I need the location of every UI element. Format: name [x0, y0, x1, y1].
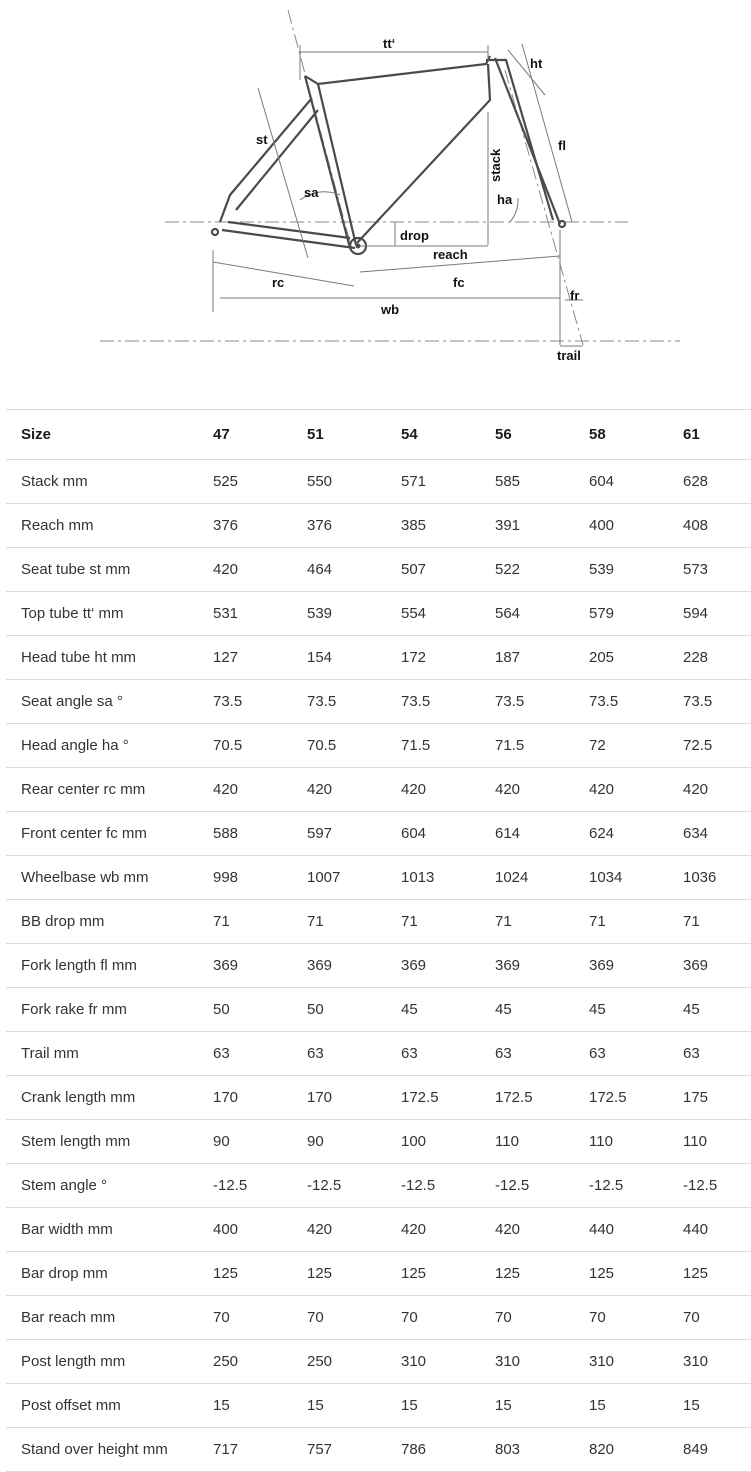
- table-cell: 522: [495, 548, 589, 592]
- table-cell: 71: [213, 900, 307, 944]
- table-row: [6, 1208, 751, 1252]
- label-fr: fr: [570, 288, 580, 303]
- table-cell: 125: [589, 1252, 683, 1296]
- table-cell: 73.5: [401, 680, 495, 724]
- table-cell: 125: [495, 1252, 589, 1296]
- table-cell: 385: [401, 504, 495, 548]
- geometry-table-body: [6, 460, 751, 1472]
- geometry-table: [6, 409, 751, 1472]
- table-cell: 15: [683, 1384, 751, 1428]
- header-size: Size: [6, 410, 213, 460]
- table-row: [6, 944, 751, 988]
- table-cell: 420: [401, 768, 495, 812]
- table-cell: 170: [213, 1076, 307, 1120]
- table-cell: 15: [307, 1384, 401, 1428]
- table-cell: 369: [495, 944, 589, 988]
- table-row: [6, 812, 751, 856]
- table-cell: 310: [683, 1340, 751, 1384]
- table-cell: 1024: [495, 856, 589, 900]
- table-cell: 624: [589, 812, 683, 856]
- label-ha: ha: [497, 192, 513, 207]
- header-size-col: 51: [307, 410, 401, 460]
- table-cell: 70: [683, 1296, 751, 1340]
- table-cell: 525: [213, 460, 307, 504]
- table-cell: 408: [683, 504, 751, 548]
- table-cell: 125: [683, 1252, 751, 1296]
- table-row: [6, 1252, 751, 1296]
- table-cell: -12.5: [683, 1164, 751, 1208]
- table-cell: 539: [589, 548, 683, 592]
- table-cell: 73.5: [213, 680, 307, 724]
- table-cell: 73.5: [683, 680, 751, 724]
- table-cell: 820: [589, 1428, 683, 1472]
- row-label: Fork length fl mm: [6, 944, 213, 988]
- table-cell: 73.5: [495, 680, 589, 724]
- table-cell: 573: [683, 548, 751, 592]
- table-cell: 110: [495, 1120, 589, 1164]
- row-label: Stand over height mm: [6, 1428, 213, 1472]
- table-row: [6, 548, 751, 592]
- table-cell: 531: [213, 592, 307, 636]
- table-cell: -12.5: [401, 1164, 495, 1208]
- table-cell: 628: [683, 460, 751, 504]
- table-cell: -12.5: [307, 1164, 401, 1208]
- table-cell: 376: [307, 504, 401, 548]
- table-cell: 71: [307, 900, 401, 944]
- table-cell: 172.5: [401, 1076, 495, 1120]
- table-cell: 170: [307, 1076, 401, 1120]
- table-row: [6, 1296, 751, 1340]
- table-cell: 550: [307, 460, 401, 504]
- table-cell: 70.5: [307, 724, 401, 768]
- table-cell: 579: [589, 592, 683, 636]
- table-cell: 45: [401, 988, 495, 1032]
- table-cell: 70: [213, 1296, 307, 1340]
- table-cell: 634: [683, 812, 751, 856]
- row-label: Head tube ht mm: [6, 636, 213, 680]
- header-size-col: 56: [495, 410, 589, 460]
- table-cell: 376: [213, 504, 307, 548]
- frame-geometry-diagram: [0, 0, 751, 400]
- table-row: [6, 1384, 751, 1428]
- table-cell: 369: [401, 944, 495, 988]
- table-cell: 110: [683, 1120, 751, 1164]
- header-size-col: 61: [683, 410, 751, 460]
- table-cell: 420: [401, 1208, 495, 1252]
- table-header-row: [6, 410, 751, 460]
- table-cell: 588: [213, 812, 307, 856]
- row-label: Bar reach mm: [6, 1296, 213, 1340]
- table-row: [6, 988, 751, 1032]
- table-cell: 72: [589, 724, 683, 768]
- row-label: Fork rake fr mm: [6, 988, 213, 1032]
- table-cell: 369: [683, 944, 751, 988]
- table-cell: 786: [401, 1428, 495, 1472]
- row-label: Bar drop mm: [6, 1252, 213, 1296]
- label-stack: stack: [488, 148, 503, 182]
- row-label: Crank length mm: [6, 1076, 213, 1120]
- label-drop: drop: [400, 228, 429, 243]
- table-row: [6, 1120, 751, 1164]
- table-row: [6, 592, 751, 636]
- table-cell: 90: [307, 1120, 401, 1164]
- table-cell: 849: [683, 1428, 751, 1472]
- table-row: [6, 900, 751, 944]
- table-cell: 440: [683, 1208, 751, 1252]
- table-cell: 15: [213, 1384, 307, 1428]
- table-cell: 803: [495, 1428, 589, 1472]
- table-cell: 440: [589, 1208, 683, 1252]
- row-label: Wheelbase wb mm: [6, 856, 213, 900]
- table-row: [6, 1428, 751, 1472]
- row-label: Head angle ha °: [6, 724, 213, 768]
- label-fl: fl: [558, 138, 566, 153]
- header-size-col: 47: [213, 410, 307, 460]
- table-cell: 63: [213, 1032, 307, 1076]
- row-label: Stack mm: [6, 460, 213, 504]
- table-cell: 554: [401, 592, 495, 636]
- table-cell: 63: [495, 1032, 589, 1076]
- table-cell: 172.5: [589, 1076, 683, 1120]
- table-row: [6, 504, 751, 548]
- table-cell: 100: [401, 1120, 495, 1164]
- table-cell: 125: [307, 1252, 401, 1296]
- row-label: Bar width mm: [6, 1208, 213, 1252]
- table-cell: 597: [307, 812, 401, 856]
- row-label: Trail mm: [6, 1032, 213, 1076]
- table-cell: 420: [213, 768, 307, 812]
- table-cell: 187: [495, 636, 589, 680]
- table-cell: 45: [589, 988, 683, 1032]
- table-cell: 45: [683, 988, 751, 1032]
- table-cell: 154: [307, 636, 401, 680]
- table-cell: 310: [589, 1340, 683, 1384]
- table-cell: 998: [213, 856, 307, 900]
- table-cell: 420: [589, 768, 683, 812]
- table-cell: 70: [307, 1296, 401, 1340]
- table-cell: -12.5: [589, 1164, 683, 1208]
- table-cell: 757: [307, 1428, 401, 1472]
- table-cell: 70: [401, 1296, 495, 1340]
- table-cell: 539: [307, 592, 401, 636]
- row-label: Post offset mm: [6, 1384, 213, 1428]
- table-cell: 90: [213, 1120, 307, 1164]
- label-fc: fc: [453, 275, 465, 290]
- table-cell: 15: [589, 1384, 683, 1428]
- table-cell: 72.5: [683, 724, 751, 768]
- table-row: [6, 768, 751, 812]
- table-cell: 125: [213, 1252, 307, 1296]
- table-cell: 369: [307, 944, 401, 988]
- row-label: Rear center rc mm: [6, 768, 213, 812]
- table-cell: 45: [495, 988, 589, 1032]
- table-cell: 70: [589, 1296, 683, 1340]
- table-cell: 464: [307, 548, 401, 592]
- table-cell: 310: [401, 1340, 495, 1384]
- table-cell: 50: [307, 988, 401, 1032]
- label-reach: reach: [433, 247, 468, 262]
- table-cell: 205: [589, 636, 683, 680]
- header-size-col: 54: [401, 410, 495, 460]
- table-cell: 420: [307, 768, 401, 812]
- table-cell: 571: [401, 460, 495, 504]
- table-cell: 420: [683, 768, 751, 812]
- header-size-col: 58: [589, 410, 683, 460]
- table-cell: 1013: [401, 856, 495, 900]
- table-cell: 63: [307, 1032, 401, 1076]
- table-cell: 172.5: [495, 1076, 589, 1120]
- table-cell: 717: [213, 1428, 307, 1472]
- row-label: Post length mm: [6, 1340, 213, 1384]
- row-label: Seat tube st mm: [6, 548, 213, 592]
- table-cell: 50: [213, 988, 307, 1032]
- bike-frame: [212, 56, 565, 254]
- table-cell: 15: [401, 1384, 495, 1428]
- table-cell: 1036: [683, 856, 751, 900]
- table-cell: 420: [307, 1208, 401, 1252]
- table-cell: 172: [401, 636, 495, 680]
- table-cell: 63: [683, 1032, 751, 1076]
- table-cell: 71.5: [401, 724, 495, 768]
- table-cell: 585: [495, 460, 589, 504]
- table-row: [6, 460, 751, 504]
- table-cell: 71.5: [495, 724, 589, 768]
- table-cell: 125: [401, 1252, 495, 1296]
- table-row: [6, 856, 751, 900]
- label-rc: rc: [272, 275, 285, 290]
- table-cell: 70.5: [213, 724, 307, 768]
- table-cell: 564: [495, 592, 589, 636]
- table-cell: 110: [589, 1120, 683, 1164]
- table-cell: 420: [213, 548, 307, 592]
- row-label: BB drop mm: [6, 900, 213, 944]
- row-label: Stem angle °: [6, 1164, 213, 1208]
- table-cell: 250: [307, 1340, 401, 1384]
- table-cell: 71: [683, 900, 751, 944]
- table-cell: 614: [495, 812, 589, 856]
- table-cell: 420: [495, 768, 589, 812]
- dimension-lines: [213, 44, 583, 346]
- table-cell: 1007: [307, 856, 401, 900]
- table-cell: 369: [589, 944, 683, 988]
- table-cell: 250: [213, 1340, 307, 1384]
- table-cell: 73.5: [307, 680, 401, 724]
- table-cell: 71: [401, 900, 495, 944]
- table-row: [6, 680, 751, 724]
- table-cell: 594: [683, 592, 751, 636]
- table-cell: 63: [589, 1032, 683, 1076]
- table-row: [6, 724, 751, 768]
- table-cell: 70: [495, 1296, 589, 1340]
- table-cell: 400: [589, 504, 683, 548]
- table-row: [6, 636, 751, 680]
- table-cell: 400: [213, 1208, 307, 1252]
- table-cell: 71: [589, 900, 683, 944]
- table-cell: 604: [589, 460, 683, 504]
- row-label: Reach mm: [6, 504, 213, 548]
- row-label: Front center fc mm: [6, 812, 213, 856]
- label-ht: ht: [530, 56, 543, 71]
- table-row: [6, 1340, 751, 1384]
- table-cell: 175: [683, 1076, 751, 1120]
- table-cell: 127: [213, 636, 307, 680]
- table-cell: 228: [683, 636, 751, 680]
- label-tt: tt‘: [383, 36, 396, 51]
- row-label: Stem length mm: [6, 1120, 213, 1164]
- table-cell: -12.5: [213, 1164, 307, 1208]
- label-st: st: [256, 132, 268, 147]
- row-label: Top tube tt‘ mm: [6, 592, 213, 636]
- label-sa: sa: [304, 185, 319, 200]
- table-cell: -12.5: [495, 1164, 589, 1208]
- table-cell: 310: [495, 1340, 589, 1384]
- table-row: [6, 1076, 751, 1120]
- table-cell: 1034: [589, 856, 683, 900]
- table-row: [6, 1164, 751, 1208]
- label-wb: wb: [381, 302, 400, 317]
- table-cell: 71: [495, 900, 589, 944]
- table-row: [6, 1032, 751, 1076]
- table-cell: 369: [213, 944, 307, 988]
- table-cell: 507: [401, 548, 495, 592]
- table-cell: 73.5: [589, 680, 683, 724]
- table-cell: 420: [495, 1208, 589, 1252]
- label-trail: trail: [557, 348, 581, 363]
- table-cell: 391: [495, 504, 589, 548]
- row-label: Seat angle sa °: [6, 680, 213, 724]
- table-cell: 15: [495, 1384, 589, 1428]
- table-cell: 604: [401, 812, 495, 856]
- table-cell: 63: [401, 1032, 495, 1076]
